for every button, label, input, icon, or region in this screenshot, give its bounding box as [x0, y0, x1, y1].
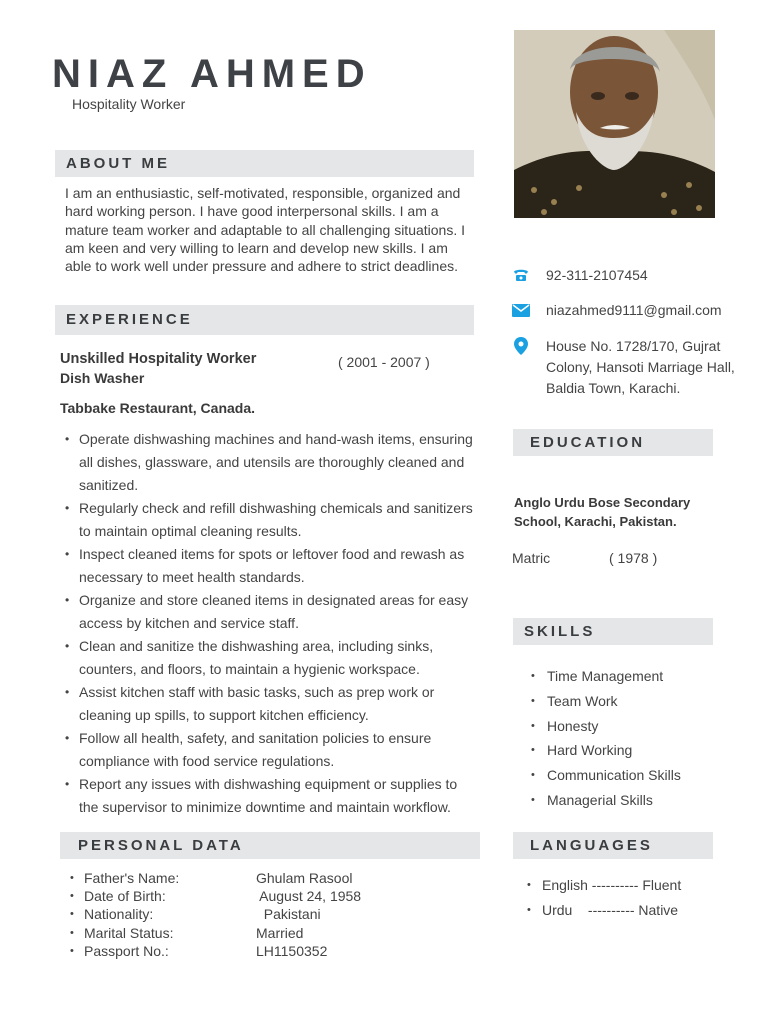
- contact-phone: [512, 265, 648, 284]
- contact-address: [512, 336, 735, 396]
- email-address[interactable]: niazahmed9111@gmail.com: [546, 302, 722, 318]
- section-title: SKILLS: [524, 623, 596, 640]
- languages-list: [542, 873, 681, 923]
- section-title: EXPERIENCE: [66, 311, 193, 328]
- address-text: House No. 1728/170, Gujrat Colony, Hansoti Marriage Hall, Baldia Town, Karachi.: [546, 338, 735, 396]
- section-title: ABOUT ME: [66, 155, 170, 172]
- field-value: Pakistani: [256, 906, 321, 923]
- candidate-name: NIAZ AHMED: [52, 52, 372, 96]
- field-value: August 24, 1958: [256, 888, 362, 905]
- field-value: Ghulam Rasool: [256, 870, 353, 886]
- list-item: • Clean and sanitize the dishwashing area, including sinks, counters, and floors, to maintain a hygienic workspace.: [79, 635, 473, 681]
- list-item: • Assist kitchen staff with basic tasks, such as prep work or cleaning up spills, to support kitchen efficiency.: [79, 681, 473, 727]
- list-item: • Operate dishwashing machines and hand-wash items, ensuring all dishes, glassware, and utensils are thoroughly cleaned and sanitized.: [79, 428, 473, 497]
- skills-list: [547, 664, 681, 813]
- profile-photo: [514, 30, 715, 218]
- field-label: • Nationality:: [84, 906, 154, 923]
- field-label: • Date of Birth:: [84, 888, 166, 905]
- job-title: Hospitality Worker: [72, 96, 186, 112]
- list-item: • Honesty: [547, 714, 681, 739]
- field-label: • Passport No.:: [84, 942, 169, 959]
- education-year: ( 1978 ): [609, 550, 658, 566]
- contact-email: [512, 300, 722, 319]
- section-header-about: [55, 150, 474, 177]
- section-title: PERSONAL DATA: [78, 837, 244, 854]
- section-header-experience: [55, 305, 474, 335]
- field-label: • Father's Name:: [84, 870, 180, 886]
- list-item: • Inspect cleaned items for spots or leftover food and rewash as necessary to meet health standards.: [79, 543, 473, 589]
- about-text: I am an enthusiastic, self-motivated, responsible, organized and hard working person. I have good interpersonal skills. I am a mature team worker and adaptable to all challenging situations. I am keen and very willing to learn and develop new skills. I am able to work well under pressure and adhere to strict deadlines.: [65, 185, 466, 275]
- list-item: • Organize and store cleaned items in designated areas for easy access by kitchen and service staff.: [79, 589, 473, 635]
- experience-dates: ( 2001 - 2007 ): [338, 354, 430, 370]
- list-item: [84, 905, 361, 923]
- section-header-skills: [513, 618, 713, 645]
- section-header-personal: [60, 832, 480, 859]
- field-value: LH1150352: [256, 942, 328, 959]
- list-item: [84, 869, 361, 887]
- experience-company: Tabbake Restaurant, Canada.: [60, 400, 256, 416]
- list-item: • Team Work: [547, 689, 681, 714]
- list-item: • Hard Working: [547, 738, 681, 763]
- phone-icon: [512, 266, 530, 284]
- section-title: LANGUAGES: [530, 837, 653, 854]
- education-degree: Matric: [512, 550, 551, 566]
- list-item: • Urdu ---------- Native: [542, 898, 681, 923]
- list-item: • English ---------- Fluent: [542, 873, 681, 898]
- list-item: [84, 887, 361, 905]
- section-title: EDUCATION: [530, 434, 646, 451]
- section-header-languages: [513, 832, 713, 859]
- list-item: [84, 942, 361, 960]
- location-pin-icon: [512, 337, 530, 355]
- section-header-education: [513, 429, 713, 456]
- list-item: • Time Management: [547, 664, 681, 689]
- experience-sub-role: Dish Washer: [60, 370, 145, 386]
- phone-number[interactable]: 92-311-2107454: [546, 267, 648, 283]
- email-icon: [512, 301, 530, 319]
- education-school: Anglo Urdu Bose Secondary School, Karachi, Pakistan.: [514, 495, 691, 529]
- list-item: • Report any issues with dishwashing equipment or supplies to the supervisor to minimize downtime and maintain workflow.: [79, 773, 473, 819]
- experience-role: Unskilled Hospitality Worker: [60, 351, 257, 367]
- field-label: • Marital Status:: [84, 924, 174, 941]
- portrait-image: [514, 30, 715, 218]
- list-item: • Regularly check and refill dishwashing chemicals and sanitizers to maintain optimal cleaning results.: [79, 497, 473, 543]
- field-value: Married: [256, 924, 304, 941]
- duties-list: [79, 428, 473, 819]
- list-item: • Communication Skills: [547, 763, 681, 788]
- personal-data-list: [84, 869, 361, 960]
- list-item: [84, 924, 361, 942]
- list-item: • Follow all health, safety, and sanitation policies to ensure compliance with food service regulations.: [79, 727, 473, 773]
- list-item: • Managerial Skills: [547, 788, 681, 813]
